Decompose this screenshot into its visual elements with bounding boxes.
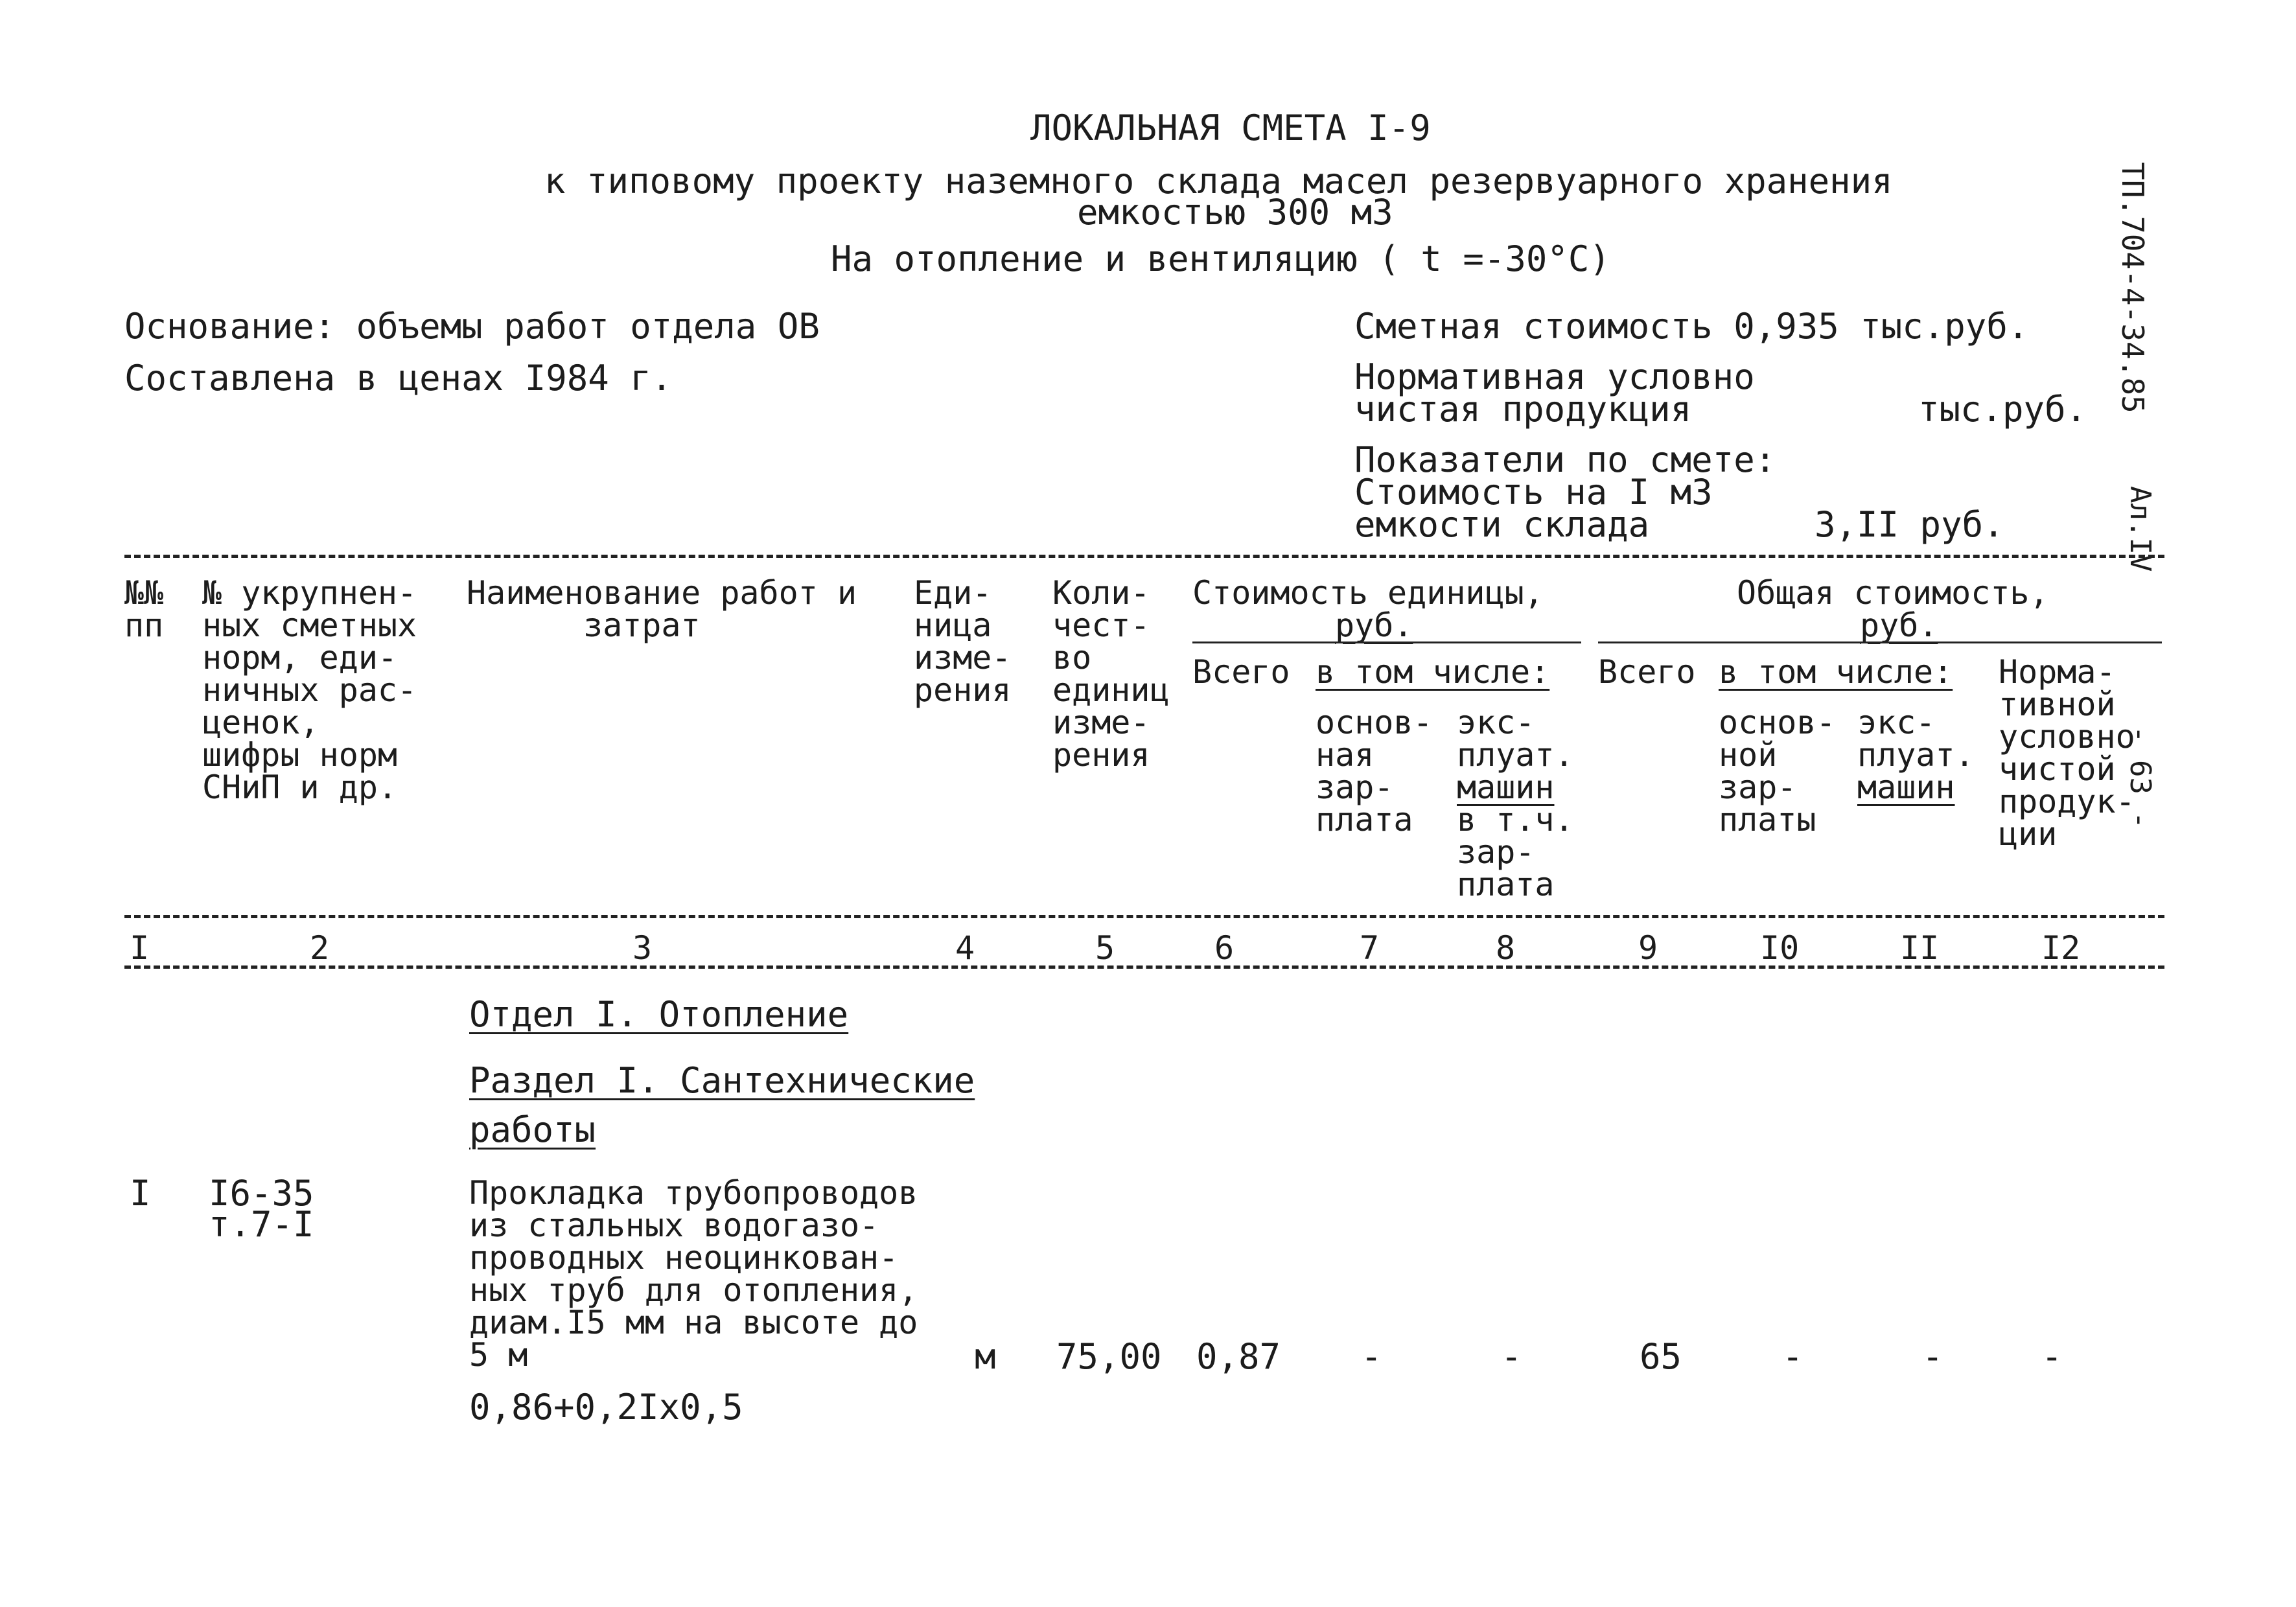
total-cost-rule: [1598, 642, 2162, 643]
row1-unit-wage: -: [1361, 1336, 1382, 1377]
col-number: 9: [1638, 929, 1658, 967]
unit-incl-header: в том числе:: [1316, 653, 1550, 691]
col7-header: основ- ная зар- плата: [1316, 704, 1433, 838]
page-number-vertical: - 63 -: [2124, 726, 2157, 829]
col-number: 3: [632, 929, 653, 967]
unit-cost-rule: [1192, 642, 1581, 643]
row1-number: I: [130, 1173, 151, 1214]
basis-line: Основание: объемы работ отдела ОВ: [124, 306, 820, 347]
col5-header: Коли- чест- во единиц изме- рения: [1052, 574, 1170, 774]
col3-header-line2: затрат: [583, 607, 701, 644]
col-number: 7: [1360, 929, 1380, 967]
row1-unit-total: 0,87: [1196, 1336, 1281, 1377]
col-number: 6: [1214, 929, 1235, 967]
total-cost-header: Общая стоимость,: [1737, 574, 2049, 612]
indicators-value: 3,II руб.: [1815, 504, 2004, 545]
row1-code-line2: т.7-I: [209, 1204, 314, 1245]
row1-total-machine: -: [1922, 1336, 1943, 1377]
unit-cost-rub: руб.: [1335, 607, 1413, 644]
estimated-cost: Сметная стоимость 0,935 тыс.руб.: [1354, 306, 2029, 347]
column-number-rule: [124, 965, 2164, 969]
col6-header: Всего: [1192, 653, 1290, 691]
section-title-line1: Раздел I. Сантехнические: [469, 1060, 975, 1101]
col12-header: Норма- тивной условно чистой продук- ции: [1999, 653, 2135, 853]
col-number: 4: [955, 929, 975, 967]
indicators-title: Показатели по смете:: [1354, 439, 1776, 480]
col9-header: Всего: [1598, 653, 1696, 691]
row1-quantity: 75,00: [1056, 1336, 1162, 1377]
document-purpose: На отопление и вентиляцию ( t =-30°C): [831, 238, 1610, 279]
row1-unit: м: [975, 1336, 996, 1377]
project-code-vertical: ТП.704-4-34.85: [2115, 162, 2150, 413]
col1-header: №№ пп: [124, 574, 164, 644]
col-number: 5: [1095, 929, 1115, 967]
col-number: 8: [1496, 929, 1516, 967]
total-incl-header: в том числе:: [1719, 653, 1953, 691]
col3-header-line1: Наименование работ и: [467, 574, 857, 612]
col8-header: экс- плуат. машин в т.ч. зар- плата: [1457, 704, 1574, 903]
indicators-capacity: емкости склада: [1354, 504, 1650, 545]
row1-code-line1: I6-35: [209, 1173, 314, 1214]
department-title: Отдел I. Отопление: [469, 994, 849, 1035]
col2-header: № укрупнен- ных сметных норм, еди- ничных рас- ценок, шифры норм СНиП и др.: [202, 574, 417, 806]
col10-header: основ- ной зар- платы: [1719, 704, 1836, 838]
normative-unit: тыс.руб.: [1918, 389, 2087, 430]
row1-unit-machine: -: [1501, 1336, 1522, 1377]
unit-cost-header: Стоимость единицы,: [1192, 574, 1544, 612]
document-title: ЛОКАЛЬНАЯ СМЕТА I-9: [1030, 108, 1431, 148]
indicators-cost: Стоимость на I м3: [1354, 472, 1713, 513]
row1-total: 65: [1640, 1336, 1682, 1377]
header-bottom-rule: [124, 915, 2164, 918]
document-subtitle: к типовому проекту наземного склада масел резервуарного хранения: [544, 161, 1893, 202]
col-number: II: [1900, 929, 1940, 967]
row1-description: Прокладка трубопроводов из стальных водогазо- проводных неоцинкован- ных труб для отопления, диам.I5 мм на высоте до 5 м: [469, 1174, 918, 1374]
normative-line2: чистая продукция: [1354, 389, 1692, 430]
prices-line: Составлена в ценах I984 г.: [124, 358, 673, 399]
row1-total-net: -: [2041, 1336, 2063, 1377]
total-cost-rub: руб.: [1860, 607, 1938, 644]
table-top-rule: [124, 555, 2164, 558]
row1-total-wage: -: [1782, 1336, 1803, 1377]
album-vertical: Ал.IV: [2124, 486, 2157, 572]
col-number: I2: [2041, 929, 2081, 967]
row1-formula: 0,86+0,2Ix0,5: [469, 1387, 743, 1428]
col4-header: Еди- ница изме- рения: [914, 574, 1012, 709]
section-title-line2: работы: [469, 1109, 596, 1150]
normative-line1: Нормативная условно: [1354, 356, 1755, 397]
document-capacity: емкостью 300 м3: [1077, 192, 1393, 233]
col11-header: экс- плуат. машин: [1857, 704, 1975, 806]
col-number: I0: [1760, 929, 1800, 967]
col-number: I: [130, 929, 150, 967]
col-number: 2: [310, 929, 330, 967]
